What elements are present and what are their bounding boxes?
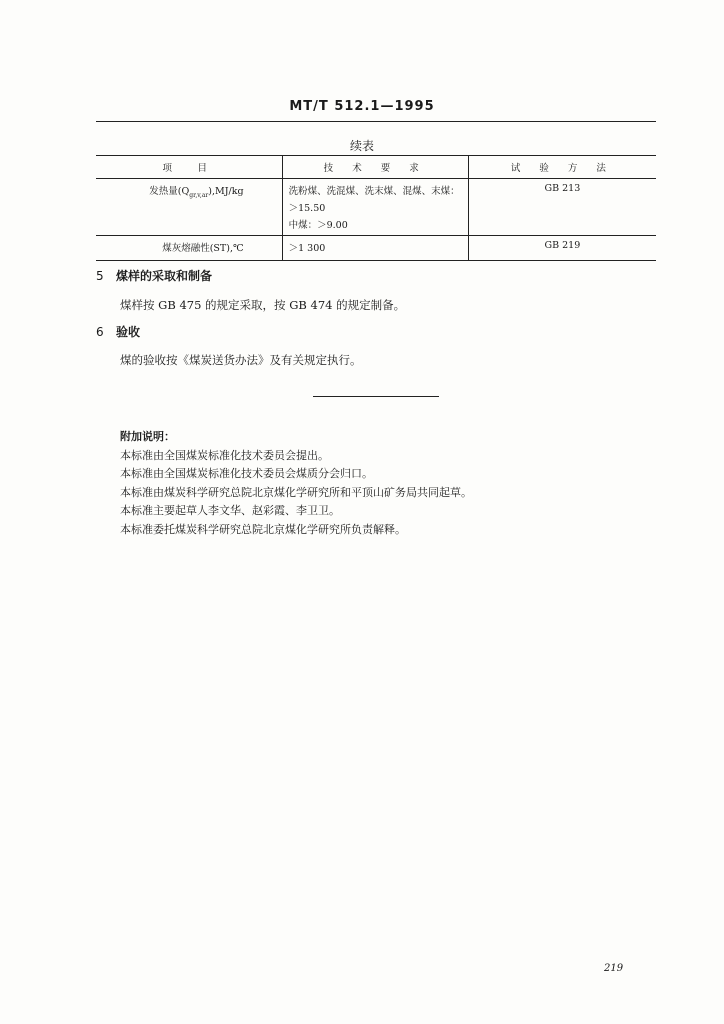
section-number: 5 <box>96 269 104 283</box>
page-number: 219 <box>604 963 624 974</box>
row-item-label: 发热量(Q <box>149 186 190 197</box>
row-item-cell: 煤灰熔融性(ST),℃ <box>96 236 282 261</box>
table-row <box>96 236 656 261</box>
table-row <box>96 179 656 236</box>
row-item-unit: ),MJ/kg <box>208 186 244 197</box>
notes-title: 附加说明： <box>120 430 175 443</box>
note-line: 本标准由全国煤炭标准化技术委员会煤质分会归口。 <box>120 467 373 480</box>
section-body: 煤的验收按《煤炭送货办法》及有关规定执行。 <box>120 353 362 367</box>
note-line: 本标准由煤炭科学研究总院北京煤化学研究所和平顶山矿务局共同起草。 <box>120 485 472 499</box>
requirement-line: ＞15.50 <box>288 203 326 214</box>
section-title: 验收 <box>116 325 141 339</box>
note-line: 本标准由全国煤炭标准化技术委员会提出。 <box>120 448 329 462</box>
row-item-cell <box>96 179 282 236</box>
section-body: 煤样按 GB 475 的规定采取，按 GB 474 的规定制备。 <box>120 298 406 312</box>
row-requirement-cell <box>282 179 468 236</box>
section-heading <box>96 323 140 340</box>
requirement-line: 中煤：＞9.00 <box>288 220 348 231</box>
requirement-line: 洗粉煤、洗混煤、洗末煤、混煤、末煤： <box>288 186 460 197</box>
header-rule <box>96 121 656 122</box>
column-header-method: 试 验 方 法 <box>468 156 656 179</box>
section-title: 煤样的采取和制备 <box>116 269 213 283</box>
end-rule <box>313 396 439 397</box>
row-method-cell: GB 219 <box>468 236 656 261</box>
column-header-item: 项 目 <box>96 156 282 179</box>
row-method-cell: GB 213 <box>468 179 656 236</box>
note-line: 本标准主要起草人李文华、赵彩霞、李卫卫。 <box>120 504 340 517</box>
requirement-line: ＞1 300 <box>288 243 326 254</box>
section-number: 6 <box>96 325 104 339</box>
spec-table <box>96 155 656 261</box>
section-heading <box>96 267 212 284</box>
column-header-requirement: 技 术 要 求 <box>282 156 468 179</box>
note-line: 本标准委托煤炭科学研究总院北京煤化学研究所负责解释。 <box>120 522 406 536</box>
standard-number: MT/T 512.1—1995 <box>289 99 435 114</box>
additional-notes <box>120 428 472 539</box>
row-item-subscript: gr,v,ar <box>189 191 209 199</box>
row-requirement-cell <box>282 236 468 261</box>
table-header-row <box>96 156 656 179</box>
table-caption: 续表 <box>349 139 374 153</box>
